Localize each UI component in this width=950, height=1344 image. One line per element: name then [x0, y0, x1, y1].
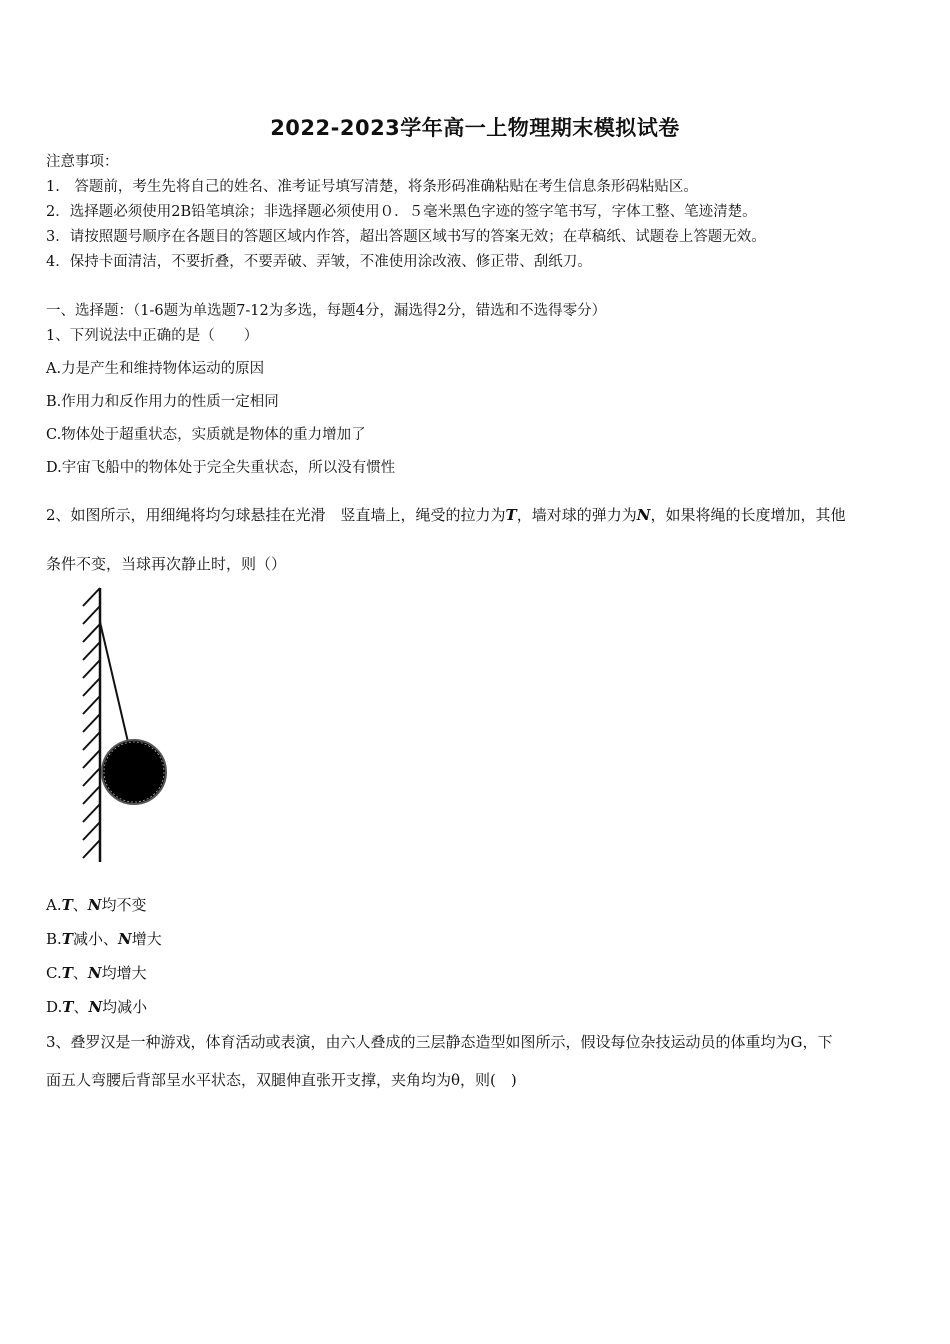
- question-3-line-2: 面五人弯腰后背部呈水平状态，双腿伸直张开支撑，夹角均为θ，则( ): [46, 1071, 517, 1089]
- question-2-option-a: A.T、N均不变: [46, 896, 147, 914]
- rope: [100, 622, 128, 742]
- question-1-option-a: A.力是产生和维持物体运动的原因: [46, 361, 265, 377]
- notice-item-1: 1. 答题前，考生先将自己的姓名、准考证号填写清楚，将条形码准确粘贴在考生信息条形码粘贴区。: [46, 179, 698, 195]
- question-1-option-d: D.宇宙飞船中的物体处于完全失重状态，所以没有惯性: [46, 460, 396, 476]
- question-2-option-c: C.T、N均增大: [46, 964, 147, 982]
- question-2-option-d: D.T、N均减小: [46, 998, 148, 1016]
- notice-item-4: 4．保持卡面清洁，不要折叠，不要弄破、弄皱，不准使用涂改液、修正带、刮纸刀。: [46, 254, 592, 270]
- variable-n: N: [636, 506, 651, 524]
- question-3-line-1: 3、叠罗汉是一种游戏，体育活动或表演，由六人叠成的三层静态造型如图所示，假设每位杂技运动员的体重均为G，下: [46, 1033, 833, 1051]
- question-2-stem-line-2: 条件不变，当球再次静止时，则（）: [46, 555, 287, 573]
- ball: [102, 740, 166, 804]
- hanging-ball-figure: [70, 582, 190, 864]
- question-2-stem-part-c: ，如果将绳的长度增加，其他: [650, 506, 846, 524]
- question-2-stem-line-1: [46, 505, 845, 525]
- page-title: 2022-2023学年高一上物理期末模拟试卷: [270, 116, 680, 140]
- wall-hatching: [83, 588, 100, 862]
- notice-item-3: 3．请按照题号顺序在各题目的答题区域内作答，超出答题区域书写的答案无效；在草稿纸、试题卷上答题无效。: [46, 229, 766, 245]
- question-1-option-c: C.物体处于超重状态，实质就是物体的重力增加了: [46, 427, 366, 443]
- section-heading: 一、选择题：（1-6题为单选题7-12为多选，每题4分，漏选得2分，错选和不选得零分）: [46, 303, 607, 319]
- question-2-stem-part-b: ，墙对球的弹力为: [516, 506, 637, 524]
- notice-heading: 注意事项：: [46, 154, 119, 170]
- question-2-option-b: B.T减小、N增大: [46, 930, 162, 948]
- notice-item-2: 2．选择题必须使用2B铅笔填涂；非选择题必须使用０．５毫米黑色字迹的签字笔书写，字体工整、笔迹清楚。: [46, 204, 757, 220]
- question-1-option-b: B.作用力和反作用力的性质一定相同: [46, 394, 279, 410]
- question-2-stem-part-a: 2、如图所示，用细绳将均匀球悬挂在光滑 竖直墙上，绳受的拉力为: [46, 506, 506, 524]
- variable-t: T: [505, 506, 517, 524]
- question-1-stem: 1、下列说法中正确的是（ ）: [46, 328, 259, 344]
